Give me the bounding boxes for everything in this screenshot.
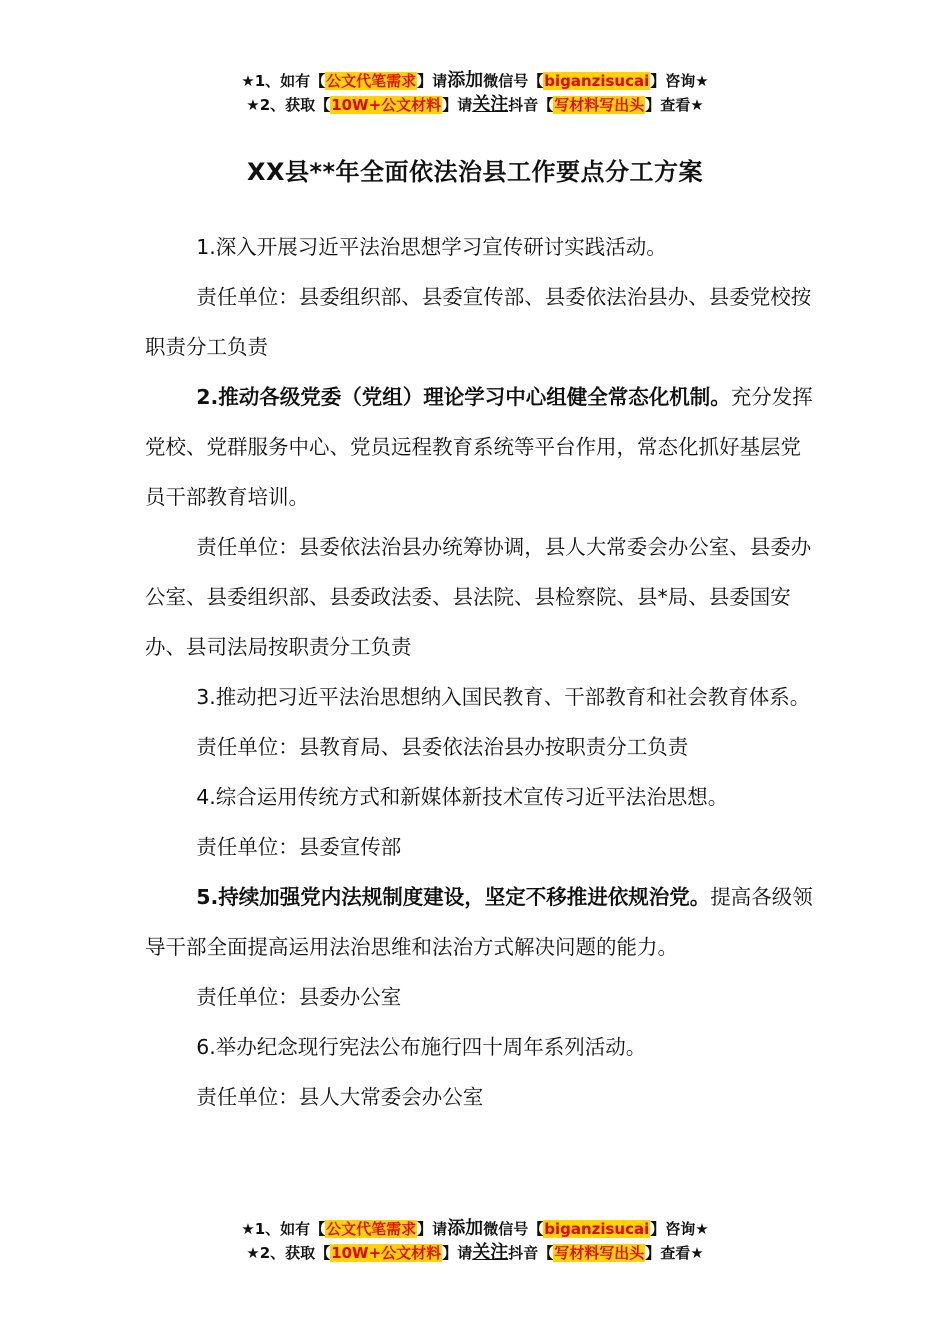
highlight-service: 公文代笔需求 <box>326 72 417 90</box>
document-body <box>145 222 815 1122</box>
highlight-wechat-id: biganzisucai <box>544 1220 650 1238</box>
paragraph: 5.持续加强党内法规制度建设，坚定不移推进依规治党。提高各级领导干部全面提高运用法治思维和法治方式解决问题的能力。 <box>145 885 813 959</box>
paragraph: 责任单位：县委宣传部 <box>196 835 402 859</box>
highlight-douyin: 写材料写出头 <box>554 96 645 114</box>
highlight-wechat-id: biganzisucai <box>544 72 650 90</box>
paragraph: 责任单位：县人大常委会办公室 <box>196 1085 484 1109</box>
star-icon: ★ <box>695 72 709 90</box>
bold-heading: 2.推动各级党委（党组）理论学习中心组健全常态化机制。 <box>196 385 731 409</box>
star-icon: ★ <box>690 96 704 114</box>
highlight-materials: 10W+公文材料 <box>331 1244 442 1262</box>
promo-line-1: ★1、如有【公文代笔需求】请添加微信号【biganzisucai】咨询★ <box>241 1218 709 1239</box>
top-promo-banner <box>0 69 950 117</box>
star-icon: ★ <box>246 1244 260 1262</box>
paragraph: 3.推动把习近平法治思想纳入国民教育、干部教育和社会教育体系。 <box>196 685 811 709</box>
star-icon: ★ <box>241 72 255 90</box>
paragraph: 6.举办纪念现行宪法公布施行四十周年系列活动。 <box>196 1035 647 1059</box>
paragraph: 责任单位：县委依法治县办统筹协调，县人大常委会办公室、县委办公室、县委组织部、县委政法委、县法院、县检察院、县*局、县委国安办、县司法局按职责分工负责 <box>145 535 812 659</box>
highlight-materials: 10W+公文材料 <box>331 96 442 114</box>
highlight-douyin: 写材料写出头 <box>554 1244 645 1262</box>
star-icon: ★ <box>695 1220 709 1238</box>
star-icon: ★ <box>246 96 260 114</box>
promo-line-1: ★1、如有【公文代笔需求】请添加微信号【biganzisucai】咨询★ <box>241 70 709 91</box>
star-icon: ★ <box>241 1220 255 1238</box>
bold-heading: 5.持续加强党内法规制度建设，坚定不移推进依规治党。 <box>196 885 711 909</box>
paragraph: 1.深入开展习近平法治思想学习宣传研讨实践活动。 <box>196 235 667 259</box>
bottom-promo-banner <box>0 1217 950 1265</box>
paragraph: 责任单位：县委组织部、县委宣传部、县委依法治县办、县委党校按职责分工负责 <box>145 285 812 359</box>
promo-line-2: ★2、获取【10W+公文材料】请关注抖音【写材料写出头】查看★ <box>246 1242 704 1263</box>
paragraph: 2.推动各级党委（党组）理论学习中心组健全常态化机制。充分发挥党校、党群服务中心、党员远程教育系统等平台作用，常态化抓好基层党员干部教育培训。 <box>145 385 813 509</box>
promo-line-2: ★2、获取【10W+公文材料】请关注抖音【写材料写出头】查看★ <box>246 94 704 115</box>
star-icon: ★ <box>690 1244 704 1262</box>
paragraph: 责任单位：县教育局、县委依法治县办按职责分工负责 <box>196 735 689 759</box>
paragraph: 4.综合运用传统方式和新媒体新技术宣传习近平法治思想。 <box>196 785 729 809</box>
document-title: XX县**年全面依法治县工作要点分工方案 <box>246 158 704 186</box>
highlight-service: 公文代笔需求 <box>326 1220 417 1238</box>
paragraph: 责任单位：县委办公室 <box>196 985 402 1009</box>
